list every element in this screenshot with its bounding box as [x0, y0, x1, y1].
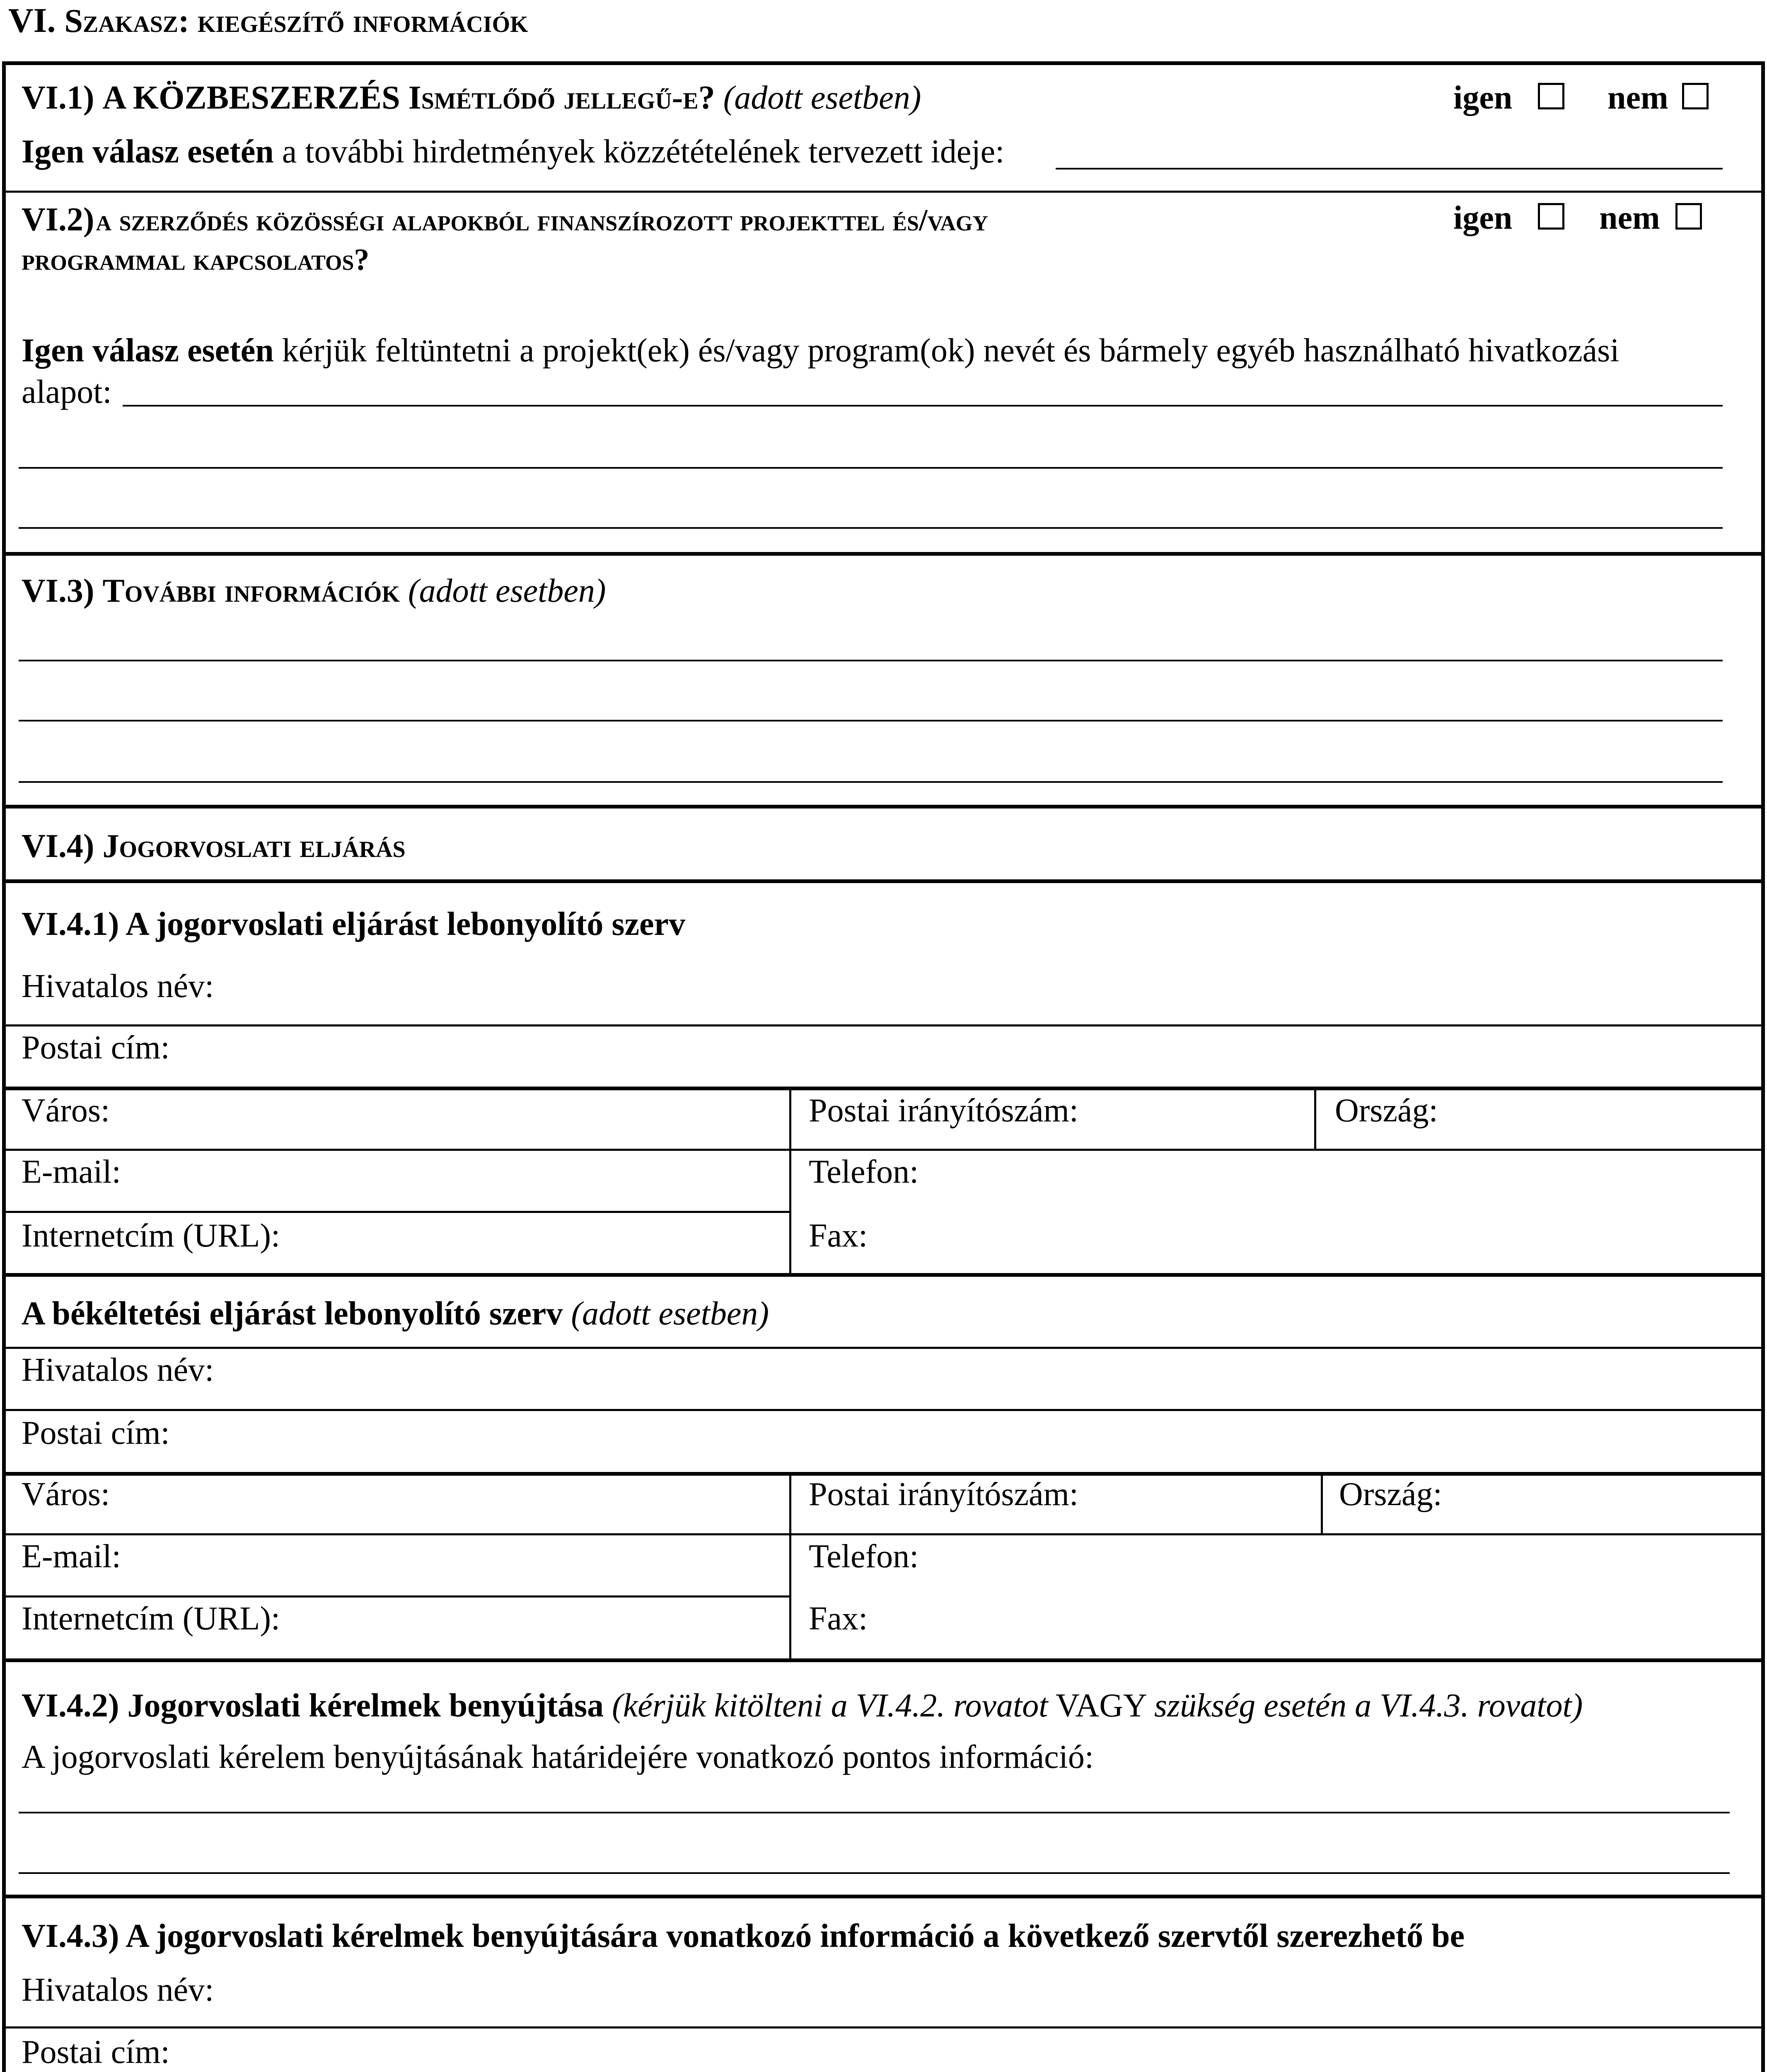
vi42-answer-line-2[interactable] [19, 1872, 1730, 1874]
vi41-postal-address[interactable]: Postai cím: [22, 1029, 170, 1066]
divider-vi41 [2, 879, 1765, 883]
section-roman: VI. [8, 1, 56, 40]
vi1-answer-line[interactable] [1056, 168, 1723, 169]
vi1-yes-label: igen [1453, 80, 1513, 116]
frame-left [2, 61, 6, 2072]
vi2-text-line2: alapot: [22, 374, 112, 410]
frame-top [2, 61, 1765, 65]
vi3-answer-line-1[interactable] [19, 660, 1723, 661]
vi2-title-line1: VI.2) a szerződés közösségi alapokból finanszírozott projekttel és/vagy [22, 201, 988, 238]
vi2-yes-label: igen [1453, 200, 1513, 236]
vi41-postal-code[interactable]: Postai irányítószám: [809, 1092, 1079, 1129]
vi2-yes-checkbox[interactable] [1538, 203, 1564, 230]
divider-vi2 [2, 191, 1765, 193]
vi41-row-line-4 [2, 1211, 791, 1213]
vi41-row-line-3c [1314, 1149, 1765, 1151]
vi41-url[interactable]: Internetcím (URL): [22, 1218, 280, 1254]
vi41-row-line-1 [2, 1024, 1765, 1026]
conc-postal-address[interactable]: Postai cím: [22, 1415, 170, 1451]
vi41-official-name[interactable]: Hivatalos név: [22, 968, 214, 1005]
vi43-row-line-1 [2, 2026, 1765, 2028]
conc-col-line-1 [789, 1472, 791, 1660]
vi2-answer-line-2[interactable] [19, 467, 1723, 469]
vi1-followup: Igen válasz esetén a további hirdetmények közzétételének tervezett ideje: [22, 133, 1005, 170]
vi42-answer-line-1[interactable] [19, 1812, 1730, 1813]
vi2-title-line2: programmal kapcsolatos? [22, 243, 370, 277]
vi43-postal-address[interactable]: Postai cím: [22, 2034, 170, 2070]
conc-row-line-1 [2, 1409, 1765, 1411]
conc-official-name[interactable]: Hivatalos név: [22, 1352, 214, 1388]
vi2-answer-line-3[interactable] [19, 527, 1723, 529]
divider-vi42 [2, 1658, 1765, 1662]
conc-row-line-2 [2, 1472, 1765, 1476]
vi3-answer-line-3[interactable] [19, 781, 1723, 783]
vi2-no-checkbox[interactable] [1675, 203, 1702, 230]
vi41-town[interactable]: Város: [22, 1092, 110, 1129]
vi43-official-name[interactable]: Hivatalos név: [22, 1972, 214, 2008]
vi42-title: VI.4.2) Jogorvoslati kérelmek benyújtása (kérjük kitölteni a VI.4.2. rovatot VAGY szükség esetén a VI.4.3. rovatot) [22, 1687, 1583, 1724]
vi41-phone[interactable]: Telefon: [809, 1154, 919, 1190]
conc-town[interactable]: Város: [22, 1476, 110, 1513]
conc-email[interactable]: E-mail: [22, 1538, 121, 1575]
conc-postal-code[interactable]: Postai irányítószám: [809, 1476, 1079, 1513]
conc-url[interactable]: Internetcím (URL): [22, 1600, 280, 1637]
vi1-no-label: nem [1607, 80, 1668, 116]
vi2-answer-line-1[interactable] [123, 405, 1723, 407]
vi1-title: VI.1) A KÖZBESZERZÉS Ismétlődő jellegű-e? (adott esetben) [22, 80, 921, 116]
vi41-title: VI.4.1) A jogorvoslati eljárást lebonyolító szerv [22, 906, 685, 942]
vi41-fax[interactable]: Fax: [809, 1218, 868, 1254]
vi41-row-line-3b [789, 1149, 1316, 1151]
vi41-col-line-1 [789, 1087, 791, 1275]
vi41-col-line-2 [1314, 1087, 1316, 1150]
conc-country[interactable]: Ország: [1339, 1476, 1442, 1513]
conc-phone[interactable]: Telefon: [809, 1538, 919, 1575]
vi41-country[interactable]: Ország: [1335, 1092, 1438, 1129]
vi42-line2: A jogorvoslati kérelem benyújtásának határidejére vonatkozó pontos információ: [22, 1739, 1094, 1775]
divider-vi3 [2, 552, 1765, 556]
vi41-row-line-2 [2, 1087, 1765, 1090]
divider-conc [2, 1273, 1765, 1277]
vi41-email[interactable]: E-mail: [22, 1154, 121, 1190]
vi2-text-line1: Igen válasz esetén kérjük feltüntetni a projekt(ek) és/vagy program(ok) nevét és bármely egyéb használható hivatkozási [22, 332, 1620, 369]
vi3-title: VI.3) További információk (adott esetben) [22, 573, 606, 609]
vi3-answer-line-2[interactable] [19, 720, 1723, 721]
conc-row-line-0 [2, 1347, 1765, 1349]
conc-row-line-4 [2, 1595, 791, 1598]
vi43-title: VI.4.3) A jogorvoslati kérelmek benyújtására vonatkozó információ a következő szervtől szerezhető be [22, 1918, 1465, 1954]
vi4-title: VI.4) Jogorvoslati eljárás [22, 828, 406, 864]
divider-vi4 [2, 805, 1765, 808]
vi1-yes-checkbox[interactable] [1538, 83, 1564, 109]
conc-fax[interactable]: Fax: [809, 1600, 868, 1637]
divider-vi43 [2, 1895, 1765, 1898]
frame-right [1761, 61, 1765, 2072]
section-title [8, 3, 528, 38]
conc-title: A békéltetési eljárást lebonyolító szerv (adott esetben) [22, 1295, 769, 1332]
conc-row-line-3 [2, 1533, 1765, 1535]
vi1-no-checkbox[interactable] [1682, 83, 1709, 109]
vi41-row-line-3 [2, 1149, 789, 1151]
conc-col-line-2 [1321, 1472, 1323, 1535]
section-title-text: Szakasz: kiegészítő információk [64, 3, 528, 39]
vi2-no-label: nem [1599, 200, 1660, 236]
